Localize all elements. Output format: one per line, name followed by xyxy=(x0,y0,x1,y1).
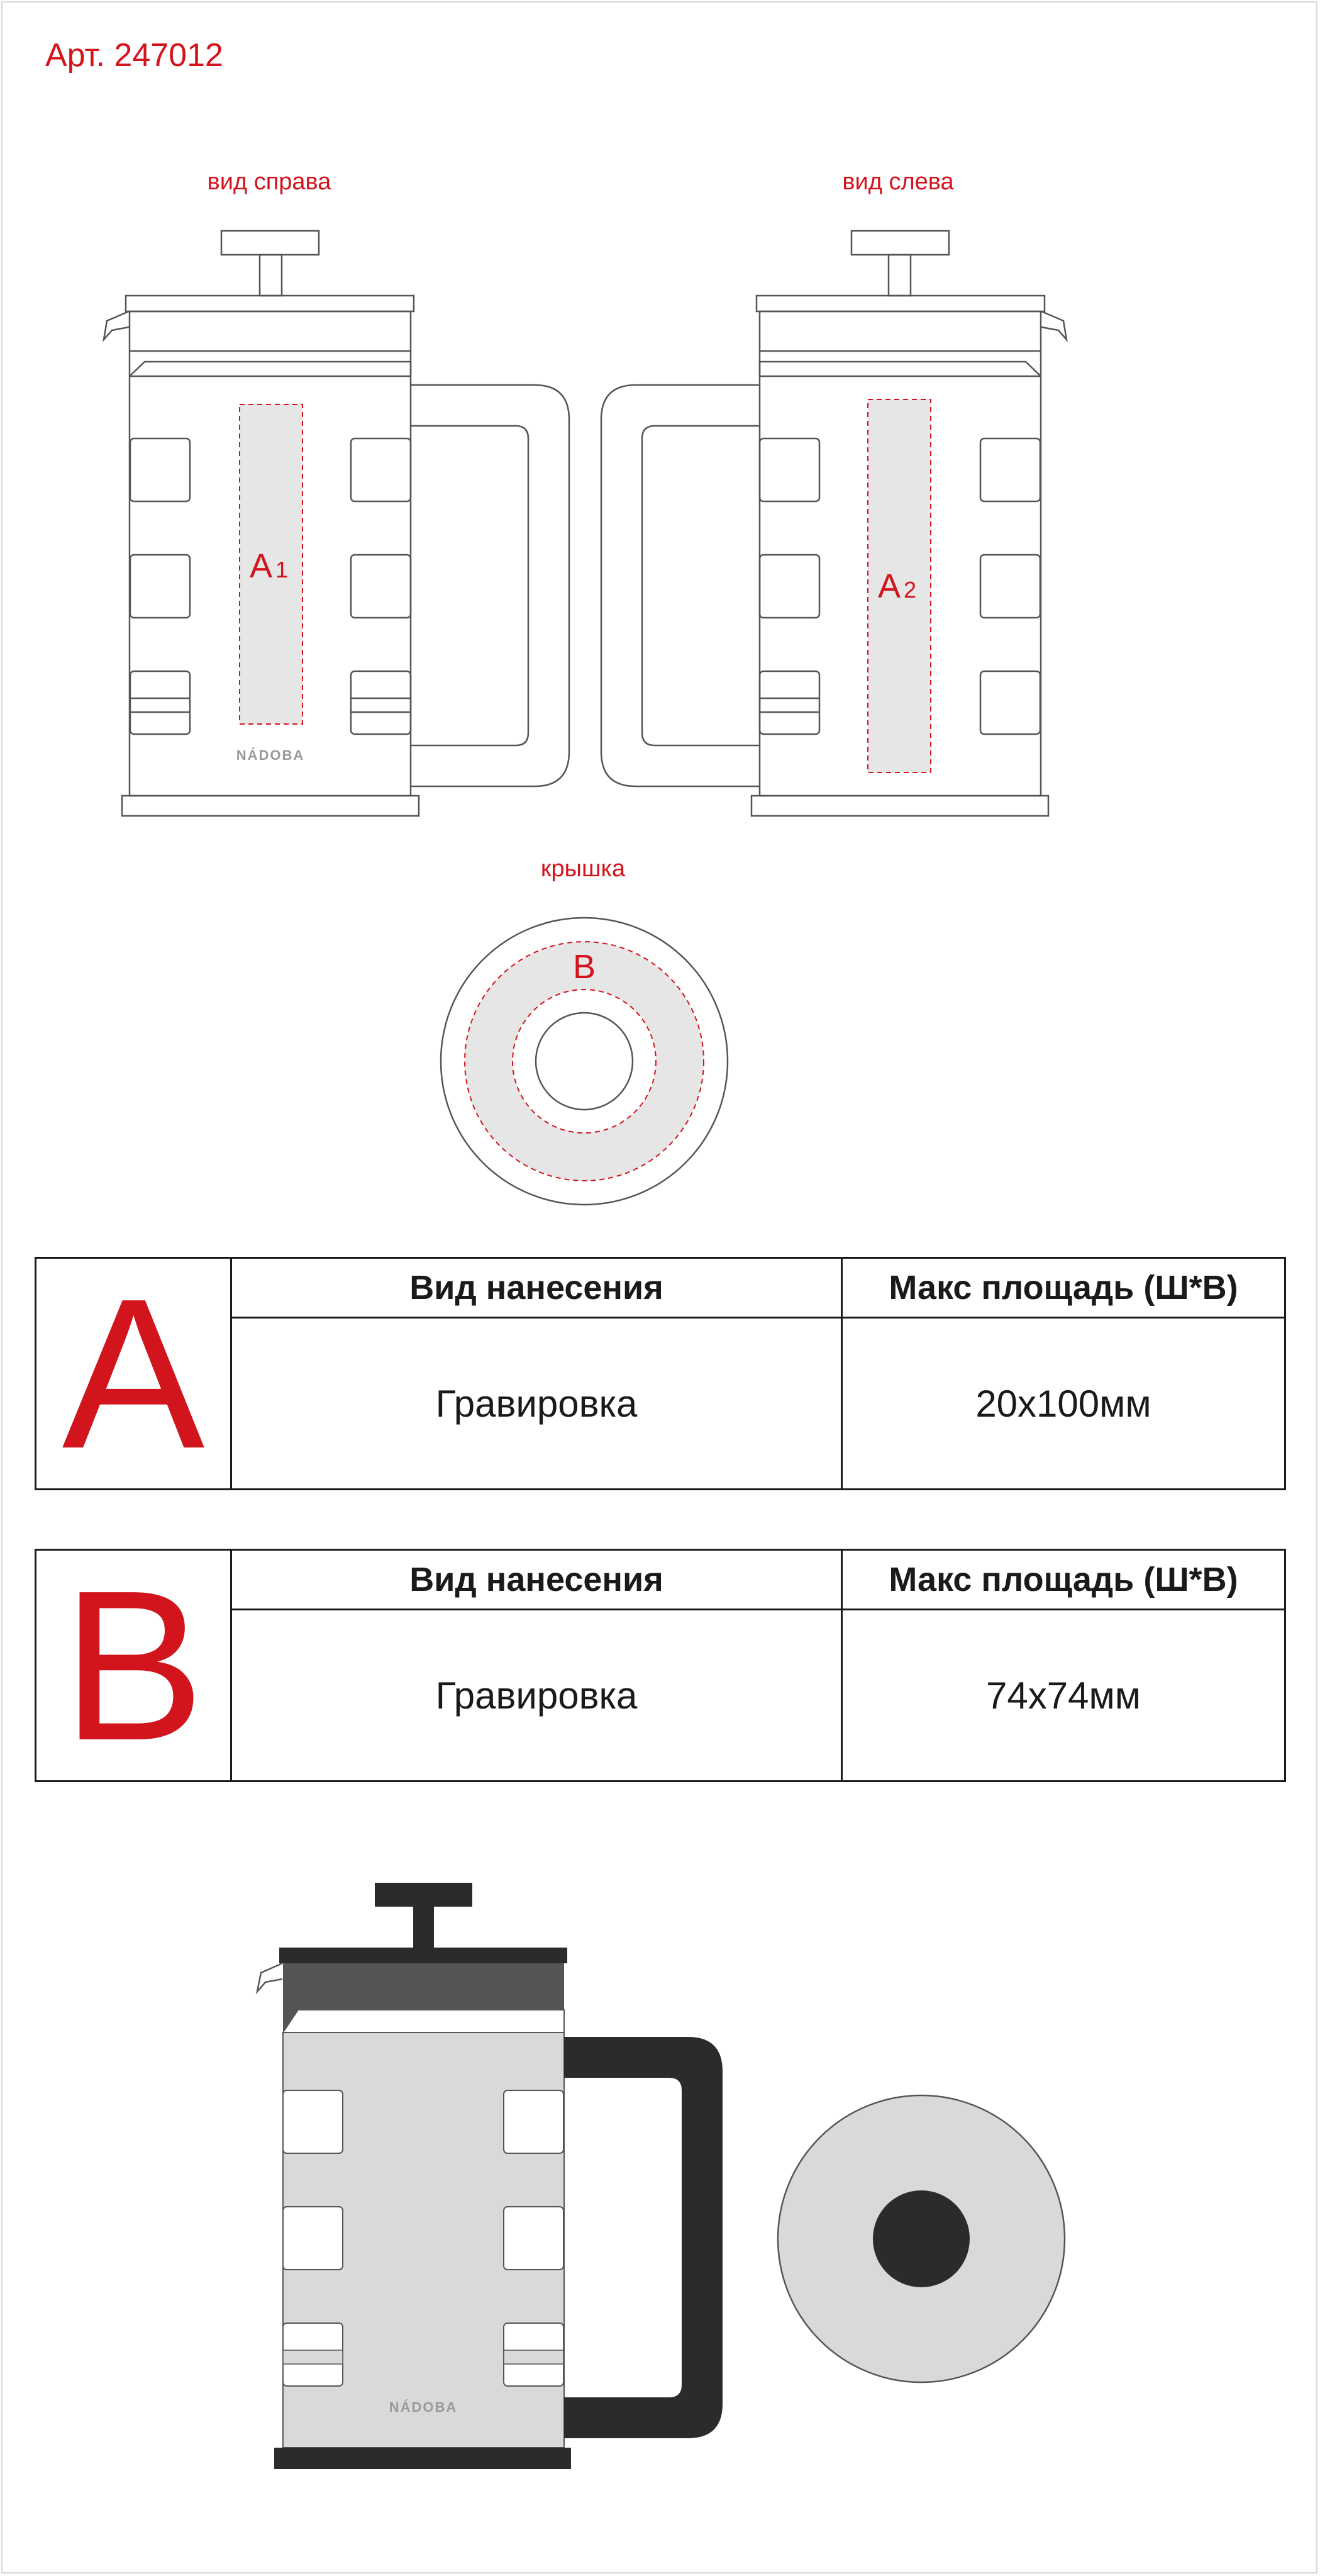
article-number: Арт. 247012 xyxy=(45,37,223,74)
table-b-header-method: Вид нанесения xyxy=(232,1551,841,1610)
table-b-header-area: Макс площадь (Ш*В) xyxy=(841,1551,1284,1610)
table-a-letter: A xyxy=(36,1259,232,1488)
table-a-method: Гравировка xyxy=(435,1382,638,1425)
zone-b-letter: B xyxy=(572,948,596,986)
press-left-view xyxy=(601,231,1067,816)
plunger-knob xyxy=(221,231,319,255)
brand-logo-right: NÁDOBA xyxy=(236,747,305,763)
zone-a1-index: 1 xyxy=(275,557,289,583)
table-a-header-method: Вид нанесения xyxy=(232,1259,841,1319)
plunger-rod xyxy=(260,255,282,296)
spec-table-b xyxy=(35,1546,1286,1785)
zone-a2-index: 2 xyxy=(904,577,917,603)
brand-logo-render: NÁDOBA xyxy=(389,2399,458,2415)
lid-rim xyxy=(126,296,414,311)
base-plate xyxy=(122,796,419,816)
handle-outer xyxy=(411,385,569,786)
table-b-area: 74x74мм xyxy=(841,1610,1284,1780)
spec-table-a xyxy=(35,1254,1286,1493)
lid-render xyxy=(778,2095,1065,2382)
press-right-view xyxy=(104,231,569,816)
pour-spout xyxy=(104,311,129,340)
right-view-label: вид справа xyxy=(207,169,331,195)
press-render xyxy=(257,1883,723,2469)
table-a-header-area: Макс площадь (Ш*В) xyxy=(841,1259,1284,1319)
table-a-area: 20x100мм xyxy=(841,1319,1284,1488)
lid-view-label: крышка xyxy=(540,856,626,882)
table-b-letter: B xyxy=(36,1551,232,1780)
handle-inner xyxy=(411,426,528,745)
zone-a1-letter: A xyxy=(250,547,273,585)
left-view-label: вид слева xyxy=(842,169,954,195)
table-b-method: Гравировка xyxy=(435,1674,638,1717)
zone-a2-letter: A xyxy=(878,567,901,605)
